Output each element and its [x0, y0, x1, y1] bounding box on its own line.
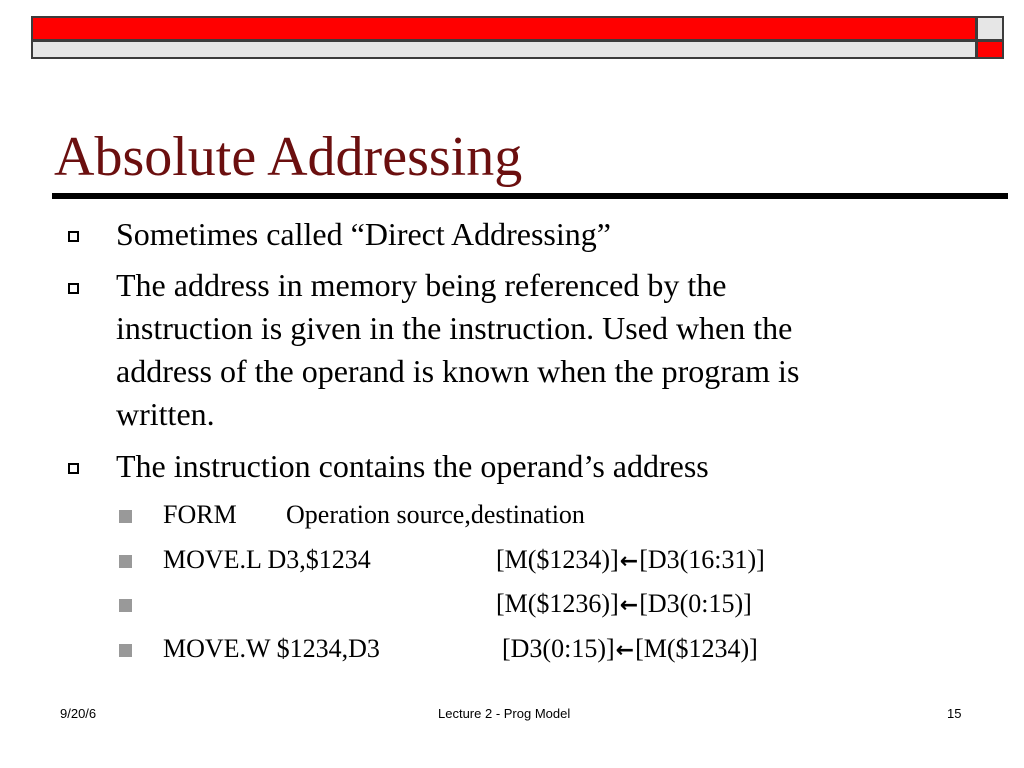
hollow-square-bullet-icon [68, 283, 79, 294]
filled-square-bullet-icon [119, 599, 132, 612]
title-underline [52, 193, 1008, 199]
filled-square-bullet-icon [119, 510, 132, 523]
transfer-src: [M($1234)] [635, 634, 758, 663]
header-square-grey [976, 16, 1004, 41]
filled-square-bullet-icon [119, 555, 132, 568]
header-bar-grey [31, 40, 977, 59]
bullet-2-line-1: The address in memory being referenced by the [116, 267, 727, 303]
transfer-src: [D3(0:15)] [639, 589, 752, 618]
footer-page-number: 15 [947, 706, 962, 721]
sub-bullet-1-col2: Operation source,destination [286, 500, 585, 529]
transfer-src: [D3(16:31)] [639, 545, 765, 574]
transfer-dest: [M($1234)] [496, 545, 619, 574]
left-arrow-icon: ← [615, 638, 635, 663]
bullet-2-line-2: instruction is given in the instruction. Used when the [116, 310, 793, 346]
transfer-dest: [D3(0:15)] [502, 634, 615, 663]
sub-bullet-2-transfer [496, 542, 765, 580]
left-arrow-icon: ← [619, 593, 639, 618]
hollow-square-bullet-icon [68, 463, 79, 474]
header-bar-red [31, 16, 977, 41]
footer-title: Lecture 2 - Prog Model [438, 706, 571, 721]
hollow-square-bullet-icon [68, 231, 79, 242]
slide-title: Absolute Addressing [54, 126, 523, 188]
sub-bullet-1-col1: FORM [163, 500, 237, 529]
sub-bullet-3-transfer [496, 586, 752, 624]
bullet-2-line-4: written. [116, 396, 215, 432]
sub-bullet-4-transfer [502, 631, 758, 669]
sub-bullet-2-col1: MOVE.L D3,$1234 [163, 545, 371, 574]
bullet-3-line-1: The instruction contains the operand’s address [116, 448, 709, 484]
header-square-red [976, 40, 1004, 59]
filled-square-bullet-icon [119, 644, 132, 657]
sub-bullet-4-col1: MOVE.W $1234,D3 [163, 634, 380, 663]
bullet-2-line-3: address of the operand is known when the program is [116, 353, 800, 389]
transfer-dest: [M($1236)] [496, 589, 619, 618]
left-arrow-icon: ← [619, 549, 639, 574]
bullet-1-line-1: Sometimes called “Direct Addressing” [116, 216, 611, 252]
footer-date: 9/20/6 [60, 706, 97, 721]
